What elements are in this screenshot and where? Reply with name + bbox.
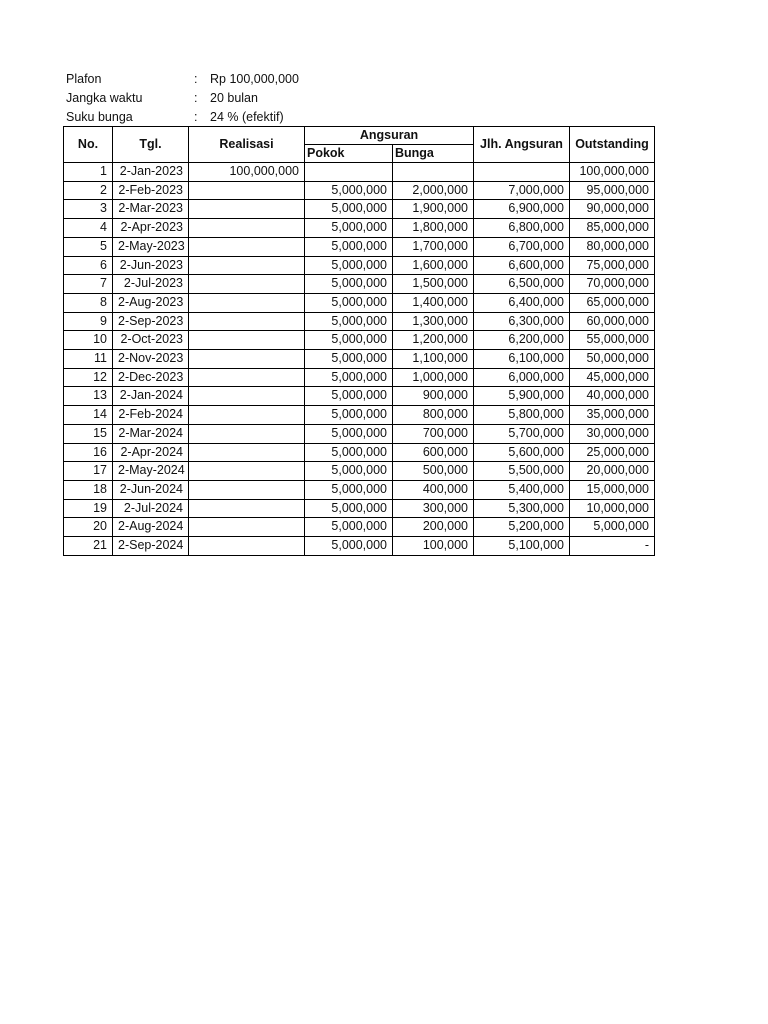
cell-pokok: 5,000,000 — [305, 219, 393, 238]
cell-tgl: 2-Mar-2024 — [113, 424, 189, 443]
cell-outstanding: 65,000,000 — [570, 293, 655, 312]
cell-tgl: 2-Jul-2024 — [113, 499, 189, 518]
cell-no: 2 — [64, 181, 113, 200]
cell-realisasi — [189, 200, 305, 219]
cell-pokok: 5,000,000 — [305, 368, 393, 387]
header-realisasi: Realisasi — [189, 127, 305, 163]
cell-jlh-angsuran: 6,100,000 — [474, 350, 570, 369]
cell-no: 9 — [64, 312, 113, 331]
cell-jlh-angsuran: 6,200,000 — [474, 331, 570, 350]
cell-tgl: 2-Aug-2023 — [113, 293, 189, 312]
cell-tgl: 2-May-2024 — [113, 462, 189, 481]
cell-outstanding: 60,000,000 — [570, 312, 655, 331]
cell-realisasi — [189, 499, 305, 518]
info-colon: : — [194, 109, 198, 124]
cell-outstanding: 95,000,000 — [570, 181, 655, 200]
table-row — [64, 443, 655, 462]
cell-tgl: 2-Feb-2023 — [113, 181, 189, 200]
header-bunga: Bunga — [393, 145, 474, 163]
cell-bunga: 1,400,000 — [393, 293, 474, 312]
table-body — [64, 163, 655, 556]
cell-tgl: 2-Dec-2023 — [113, 368, 189, 387]
cell-bunga: 1,700,000 — [393, 237, 474, 256]
table-row — [64, 331, 655, 350]
cell-bunga — [393, 163, 474, 182]
cell-jlh-angsuran: 5,800,000 — [474, 406, 570, 425]
cell-bunga: 900,000 — [393, 387, 474, 406]
cell-outstanding: 75,000,000 — [570, 256, 655, 275]
cell-pokok: 5,000,000 — [305, 537, 393, 556]
cell-outstanding: 90,000,000 — [570, 200, 655, 219]
cell-realisasi: 100,000,000 — [189, 163, 305, 182]
installment-table — [63, 126, 655, 556]
cell-realisasi — [189, 293, 305, 312]
cell-bunga: 400,000 — [393, 480, 474, 499]
table-row — [64, 163, 655, 182]
cell-no: 11 — [64, 350, 113, 369]
cell-realisasi — [189, 368, 305, 387]
header-angsuran: Angsuran — [305, 127, 474, 145]
cell-tgl: 2-Jun-2023 — [113, 256, 189, 275]
info-label: Suku bunga — [66, 109, 133, 124]
info-value: Rp 100,000,000 — [210, 72, 299, 86]
cell-pokok: 5,000,000 — [305, 350, 393, 369]
table-row — [64, 406, 655, 425]
cell-bunga: 1,600,000 — [393, 256, 474, 275]
cell-realisasi — [189, 387, 305, 406]
table-row — [64, 368, 655, 387]
cell-pokok: 5,000,000 — [305, 462, 393, 481]
table-row — [64, 462, 655, 481]
cell-realisasi — [189, 256, 305, 275]
table-row — [64, 312, 655, 331]
cell-realisasi — [189, 462, 305, 481]
cell-outstanding: 70,000,000 — [570, 275, 655, 294]
cell-tgl: 2-Apr-2023 — [113, 219, 189, 238]
cell-bunga: 1,200,000 — [393, 331, 474, 350]
cell-bunga: 1,500,000 — [393, 275, 474, 294]
cell-outstanding: 35,000,000 — [570, 406, 655, 425]
cell-bunga: 2,000,000 — [393, 181, 474, 200]
cell-pokok: 5,000,000 — [305, 200, 393, 219]
cell-jlh-angsuran: 5,400,000 — [474, 480, 570, 499]
header-no: No. — [64, 127, 113, 163]
cell-no: 3 — [64, 200, 113, 219]
table-row — [64, 293, 655, 312]
cell-bunga: 1,000,000 — [393, 368, 474, 387]
cell-pokok: 5,000,000 — [305, 518, 393, 537]
cell-outstanding: 40,000,000 — [570, 387, 655, 406]
cell-realisasi — [189, 350, 305, 369]
cell-jlh-angsuran: 5,600,000 — [474, 443, 570, 462]
cell-jlh-angsuran: 6,700,000 — [474, 237, 570, 256]
cell-tgl: 2-Apr-2024 — [113, 443, 189, 462]
cell-pokok: 5,000,000 — [305, 443, 393, 462]
cell-bunga: 1,900,000 — [393, 200, 474, 219]
cell-tgl: 2-Jan-2023 — [113, 163, 189, 182]
cell-jlh-angsuran: 5,900,000 — [474, 387, 570, 406]
cell-bunga: 1,300,000 — [393, 312, 474, 331]
cell-outstanding: 85,000,000 — [570, 219, 655, 238]
cell-no: 16 — [64, 443, 113, 462]
cell-pokok: 5,000,000 — [305, 293, 393, 312]
cell-pokok: 5,000,000 — [305, 387, 393, 406]
cell-outstanding: 45,000,000 — [570, 368, 655, 387]
cell-tgl: 2-Nov-2023 — [113, 350, 189, 369]
cell-pokok: 5,000,000 — [305, 406, 393, 425]
cell-outstanding: 50,000,000 — [570, 350, 655, 369]
cell-realisasi — [189, 181, 305, 200]
cell-jlh-angsuran: 6,900,000 — [474, 200, 570, 219]
header-jlh-angsuran: Jlh. Angsuran — [474, 127, 570, 163]
cell-jlh-angsuran: 5,700,000 — [474, 424, 570, 443]
cell-no: 5 — [64, 237, 113, 256]
cell-outstanding: 80,000,000 — [570, 237, 655, 256]
cell-pokok: 5,000,000 — [305, 181, 393, 200]
cell-no: 17 — [64, 462, 113, 481]
cell-outstanding: - — [570, 537, 655, 556]
cell-bunga: 700,000 — [393, 424, 474, 443]
table-row — [64, 219, 655, 238]
cell-no: 20 — [64, 518, 113, 537]
cell-realisasi — [189, 275, 305, 294]
cell-no: 12 — [64, 368, 113, 387]
cell-jlh-angsuran — [474, 163, 570, 182]
cell-pokok: 5,000,000 — [305, 480, 393, 499]
cell-outstanding: 55,000,000 — [570, 331, 655, 350]
cell-bunga: 800,000 — [393, 406, 474, 425]
cell-tgl: 2-Jul-2023 — [113, 275, 189, 294]
cell-pokok: 5,000,000 — [305, 275, 393, 294]
cell-tgl: 2-Sep-2024 — [113, 537, 189, 556]
cell-realisasi — [189, 237, 305, 256]
cell-tgl: 2-Oct-2023 — [113, 331, 189, 350]
cell-no: 19 — [64, 499, 113, 518]
cell-bunga: 200,000 — [393, 518, 474, 537]
cell-realisasi — [189, 480, 305, 499]
cell-realisasi — [189, 537, 305, 556]
cell-pokok — [305, 163, 393, 182]
cell-tgl: 2-Mar-2023 — [113, 200, 189, 219]
table-row — [64, 256, 655, 275]
cell-outstanding: 30,000,000 — [570, 424, 655, 443]
cell-outstanding: 10,000,000 — [570, 499, 655, 518]
info-value: 20 bulan — [210, 90, 258, 105]
table-row — [64, 537, 655, 556]
cell-outstanding: 20,000,000 — [570, 462, 655, 481]
cell-jlh-angsuran: 6,300,000 — [474, 312, 570, 331]
cell-pokok: 5,000,000 — [305, 499, 393, 518]
cell-tgl: 2-Feb-2024 — [113, 406, 189, 425]
cell-no: 4 — [64, 219, 113, 238]
cell-jlh-angsuran: 6,400,000 — [474, 293, 570, 312]
cell-tgl: 2-Aug-2024 — [113, 518, 189, 537]
cell-no: 1 — [64, 163, 113, 182]
cell-pokok: 5,000,000 — [305, 312, 393, 331]
info-value: 24 % (efektif) — [210, 109, 284, 124]
cell-tgl: 2-Sep-2023 — [113, 312, 189, 331]
cell-bunga: 300,000 — [393, 499, 474, 518]
cell-bunga: 500,000 — [393, 462, 474, 481]
cell-realisasi — [189, 219, 305, 238]
cell-outstanding: 15,000,000 — [570, 480, 655, 499]
cell-outstanding: 5,000,000 — [570, 518, 655, 537]
cell-no: 7 — [64, 275, 113, 294]
header-outstanding: Outstanding — [570, 127, 655, 163]
cell-jlh-angsuran: 5,100,000 — [474, 537, 570, 556]
table-row — [64, 424, 655, 443]
cell-bunga: 1,800,000 — [393, 219, 474, 238]
table-row — [64, 275, 655, 294]
cell-no: 15 — [64, 424, 113, 443]
cell-no: 13 — [64, 387, 113, 406]
cell-realisasi — [189, 424, 305, 443]
cell-realisasi — [189, 406, 305, 425]
cell-realisasi — [189, 331, 305, 350]
cell-jlh-angsuran: 6,500,000 — [474, 275, 570, 294]
cell-bunga: 100,000 — [393, 537, 474, 556]
table-row — [64, 181, 655, 200]
cell-realisasi — [189, 443, 305, 462]
cell-no: 10 — [64, 331, 113, 350]
table-row — [64, 518, 655, 537]
cell-pokok: 5,000,000 — [305, 331, 393, 350]
cell-tgl: 2-Jun-2024 — [113, 480, 189, 499]
table-header — [64, 127, 655, 163]
cell-bunga: 600,000 — [393, 443, 474, 462]
header-pokok: Pokok — [305, 145, 393, 163]
cell-jlh-angsuran: 6,800,000 — [474, 219, 570, 238]
cell-pokok: 5,000,000 — [305, 424, 393, 443]
table-row — [64, 387, 655, 406]
cell-tgl: 2-Jan-2024 — [113, 387, 189, 406]
table-row — [64, 499, 655, 518]
info-label: Plafon — [66, 72, 102, 86]
cell-bunga: 1,100,000 — [393, 350, 474, 369]
table-row — [64, 237, 655, 256]
cell-jlh-angsuran: 5,200,000 — [474, 518, 570, 537]
cell-outstanding: 100,000,000 — [570, 163, 655, 182]
header-tgl: Tgl. — [113, 127, 189, 163]
cell-jlh-angsuran: 5,300,000 — [474, 499, 570, 518]
cell-pokok: 5,000,000 — [305, 256, 393, 275]
cell-no: 6 — [64, 256, 113, 275]
info-label: Jangka waktu — [66, 90, 143, 105]
cell-outstanding: 25,000,000 — [570, 443, 655, 462]
cell-jlh-angsuran: 7,000,000 — [474, 181, 570, 200]
cell-jlh-angsuran: 5,500,000 — [474, 462, 570, 481]
cell-realisasi — [189, 518, 305, 537]
table-row — [64, 480, 655, 499]
cell-no: 14 — [64, 406, 113, 425]
cell-no: 18 — [64, 480, 113, 499]
table-row — [64, 350, 655, 369]
info-colon: : — [194, 72, 198, 86]
cell-pokok: 5,000,000 — [305, 237, 393, 256]
cell-tgl: 2-May-2023 — [113, 237, 189, 256]
cell-no: 8 — [64, 293, 113, 312]
table-row — [64, 200, 655, 219]
cell-no: 21 — [64, 537, 113, 556]
info-colon: : — [194, 90, 198, 105]
cell-jlh-angsuran: 6,600,000 — [474, 256, 570, 275]
cell-realisasi — [189, 312, 305, 331]
cell-jlh-angsuran: 6,000,000 — [474, 368, 570, 387]
